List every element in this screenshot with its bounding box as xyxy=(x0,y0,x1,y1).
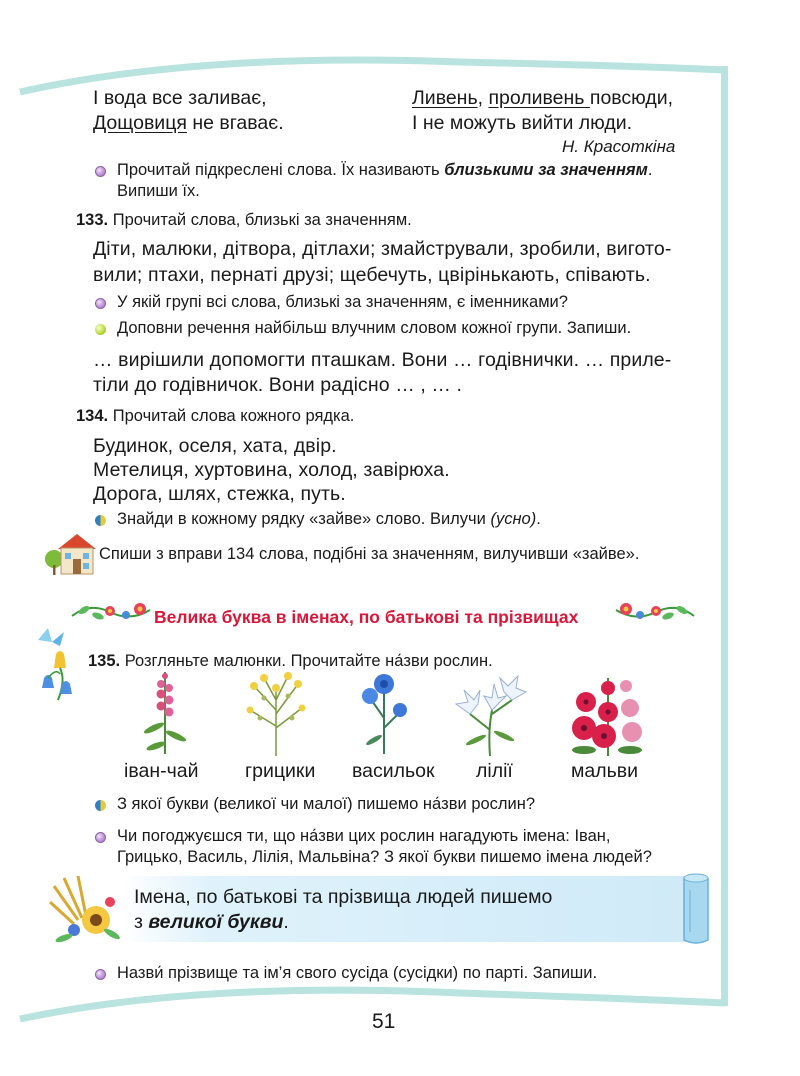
rule-line-1: Імена, по батькові та прізвища людей пишемо xyxy=(134,886,553,908)
lily-plant-icon xyxy=(450,670,528,758)
task-bullet xyxy=(95,166,106,177)
ex134-row-2: Метелиця, хуртовина, холод, завірюха. xyxy=(93,459,450,481)
underlined-word: Ливень xyxy=(412,87,478,109)
exercise-number: 134. xyxy=(76,407,109,425)
task-bullet xyxy=(95,298,106,309)
ex133-sentence-line-1: … вирішили допомогти пташкам. Вони … годівнички. … приле- xyxy=(93,349,672,371)
poem-left-line-1: І вода все заливає, xyxy=(93,87,267,109)
floral-ornament-right-icon xyxy=(614,598,696,626)
exercise-number: 133. xyxy=(76,211,109,229)
scroll-icon xyxy=(678,872,714,946)
ex135-question-1: З якої букви (великої чи малої) пишемо на́зви рослин? xyxy=(117,795,536,813)
rule-line-2: з великої букви. xyxy=(134,911,289,933)
task-intro-line-1: Прочитай підкреслені слова. Їх називають близькими за значенням. xyxy=(117,161,653,179)
bluebells-icon xyxy=(30,624,86,704)
mallow-plant-icon xyxy=(568,672,646,758)
homework-task: Спиши з вправи 134 слова, подібні за значенням, вилучивши «зайве». xyxy=(99,545,640,563)
ex134-row-3: Дорога, шлях, стежка, путь. xyxy=(93,483,346,505)
task-bullet xyxy=(95,324,106,335)
final-task: Назви́ прізвище та ім’я свого сусіда (сусідки) по парті. Запиши. xyxy=(117,964,598,982)
section-heading: Велика буква в іменах, по батькові та прізвищах xyxy=(154,607,579,627)
house-icon xyxy=(44,531,96,577)
poem-right-line-2: І не можуть вийти люди. xyxy=(412,112,633,134)
fireweed-plant-icon xyxy=(140,668,190,756)
ex133-words-line-2: вили; птахи, пернаті друзі; щебечуть, цвірінькають, співають. xyxy=(93,264,651,286)
plant-label: лілії xyxy=(476,760,513,782)
poem-left-line-2: Дощовиця не вгаває. xyxy=(93,112,284,134)
poem-author: Н. Красоткіна xyxy=(562,137,676,156)
task-intro-line-2: Випиши їх. xyxy=(117,182,200,200)
page-frame-right xyxy=(721,66,728,1006)
ex134-question-1: Знайди в кожному рядку «зайве» слово. Вилучи (усно). xyxy=(117,510,541,528)
cornflower-plant-icon xyxy=(356,668,414,756)
poem-right-line-1: Ливень, проливень повсюди, xyxy=(412,87,674,109)
ex134-row-1: Будинок, оселя, хата, двір. xyxy=(93,435,337,457)
plant-label: грицики xyxy=(245,760,316,782)
task-bullet xyxy=(95,800,106,811)
sunflower-bouquet-icon xyxy=(44,872,124,946)
plant-label: іван-чай xyxy=(124,760,199,782)
exercise-134-heading: 134. Прочитай слова кожного рядка. xyxy=(76,407,355,425)
page-number: 51 xyxy=(372,1010,396,1033)
task-bullet xyxy=(95,969,106,980)
exercise-133-heading: 133. Прочитай слова, близькі за значенням. xyxy=(76,211,412,229)
ex133-question-2: Доповни речення найбільш влучним словом кожної групи. Запиши. xyxy=(117,319,632,337)
task-bullet xyxy=(95,832,106,843)
exercise-number: 135. xyxy=(88,652,121,670)
ex135-question-2-line-1: Чи погоджуєшся ти, що на́зви цих рослин нагадують імена: Іван, xyxy=(117,827,611,845)
shepherds-purse-plant-icon xyxy=(240,670,312,758)
page-frame-bottom xyxy=(0,985,800,1025)
ex133-question-1: У якій групі всі слова, близькі за значенням, є іменниками? xyxy=(117,293,568,311)
exercise-135-heading: 135. Розгляньте малюнки. Прочитайте на́зви рослин. xyxy=(88,652,493,670)
underlined-word: проливень xyxy=(488,87,590,109)
underlined-word: Дощовиця xyxy=(93,112,187,134)
ex133-sentence-line-2: тіли до годівничок. Вони радісно … , … . xyxy=(93,374,462,396)
plant-label: мальви xyxy=(571,760,639,782)
ex135-question-2-line-2: Грицько, Василь, Лілія, Мальвіна? З якої букви пишемо імена людей? xyxy=(117,848,652,866)
floral-ornament-left-icon xyxy=(70,598,152,626)
task-bullet xyxy=(95,515,106,526)
plant-label: васильок xyxy=(352,760,435,782)
ex133-words-line-1: Діти, малюки, дітвора, дітлахи; змайстрували, зробили, вигото- xyxy=(93,238,672,260)
